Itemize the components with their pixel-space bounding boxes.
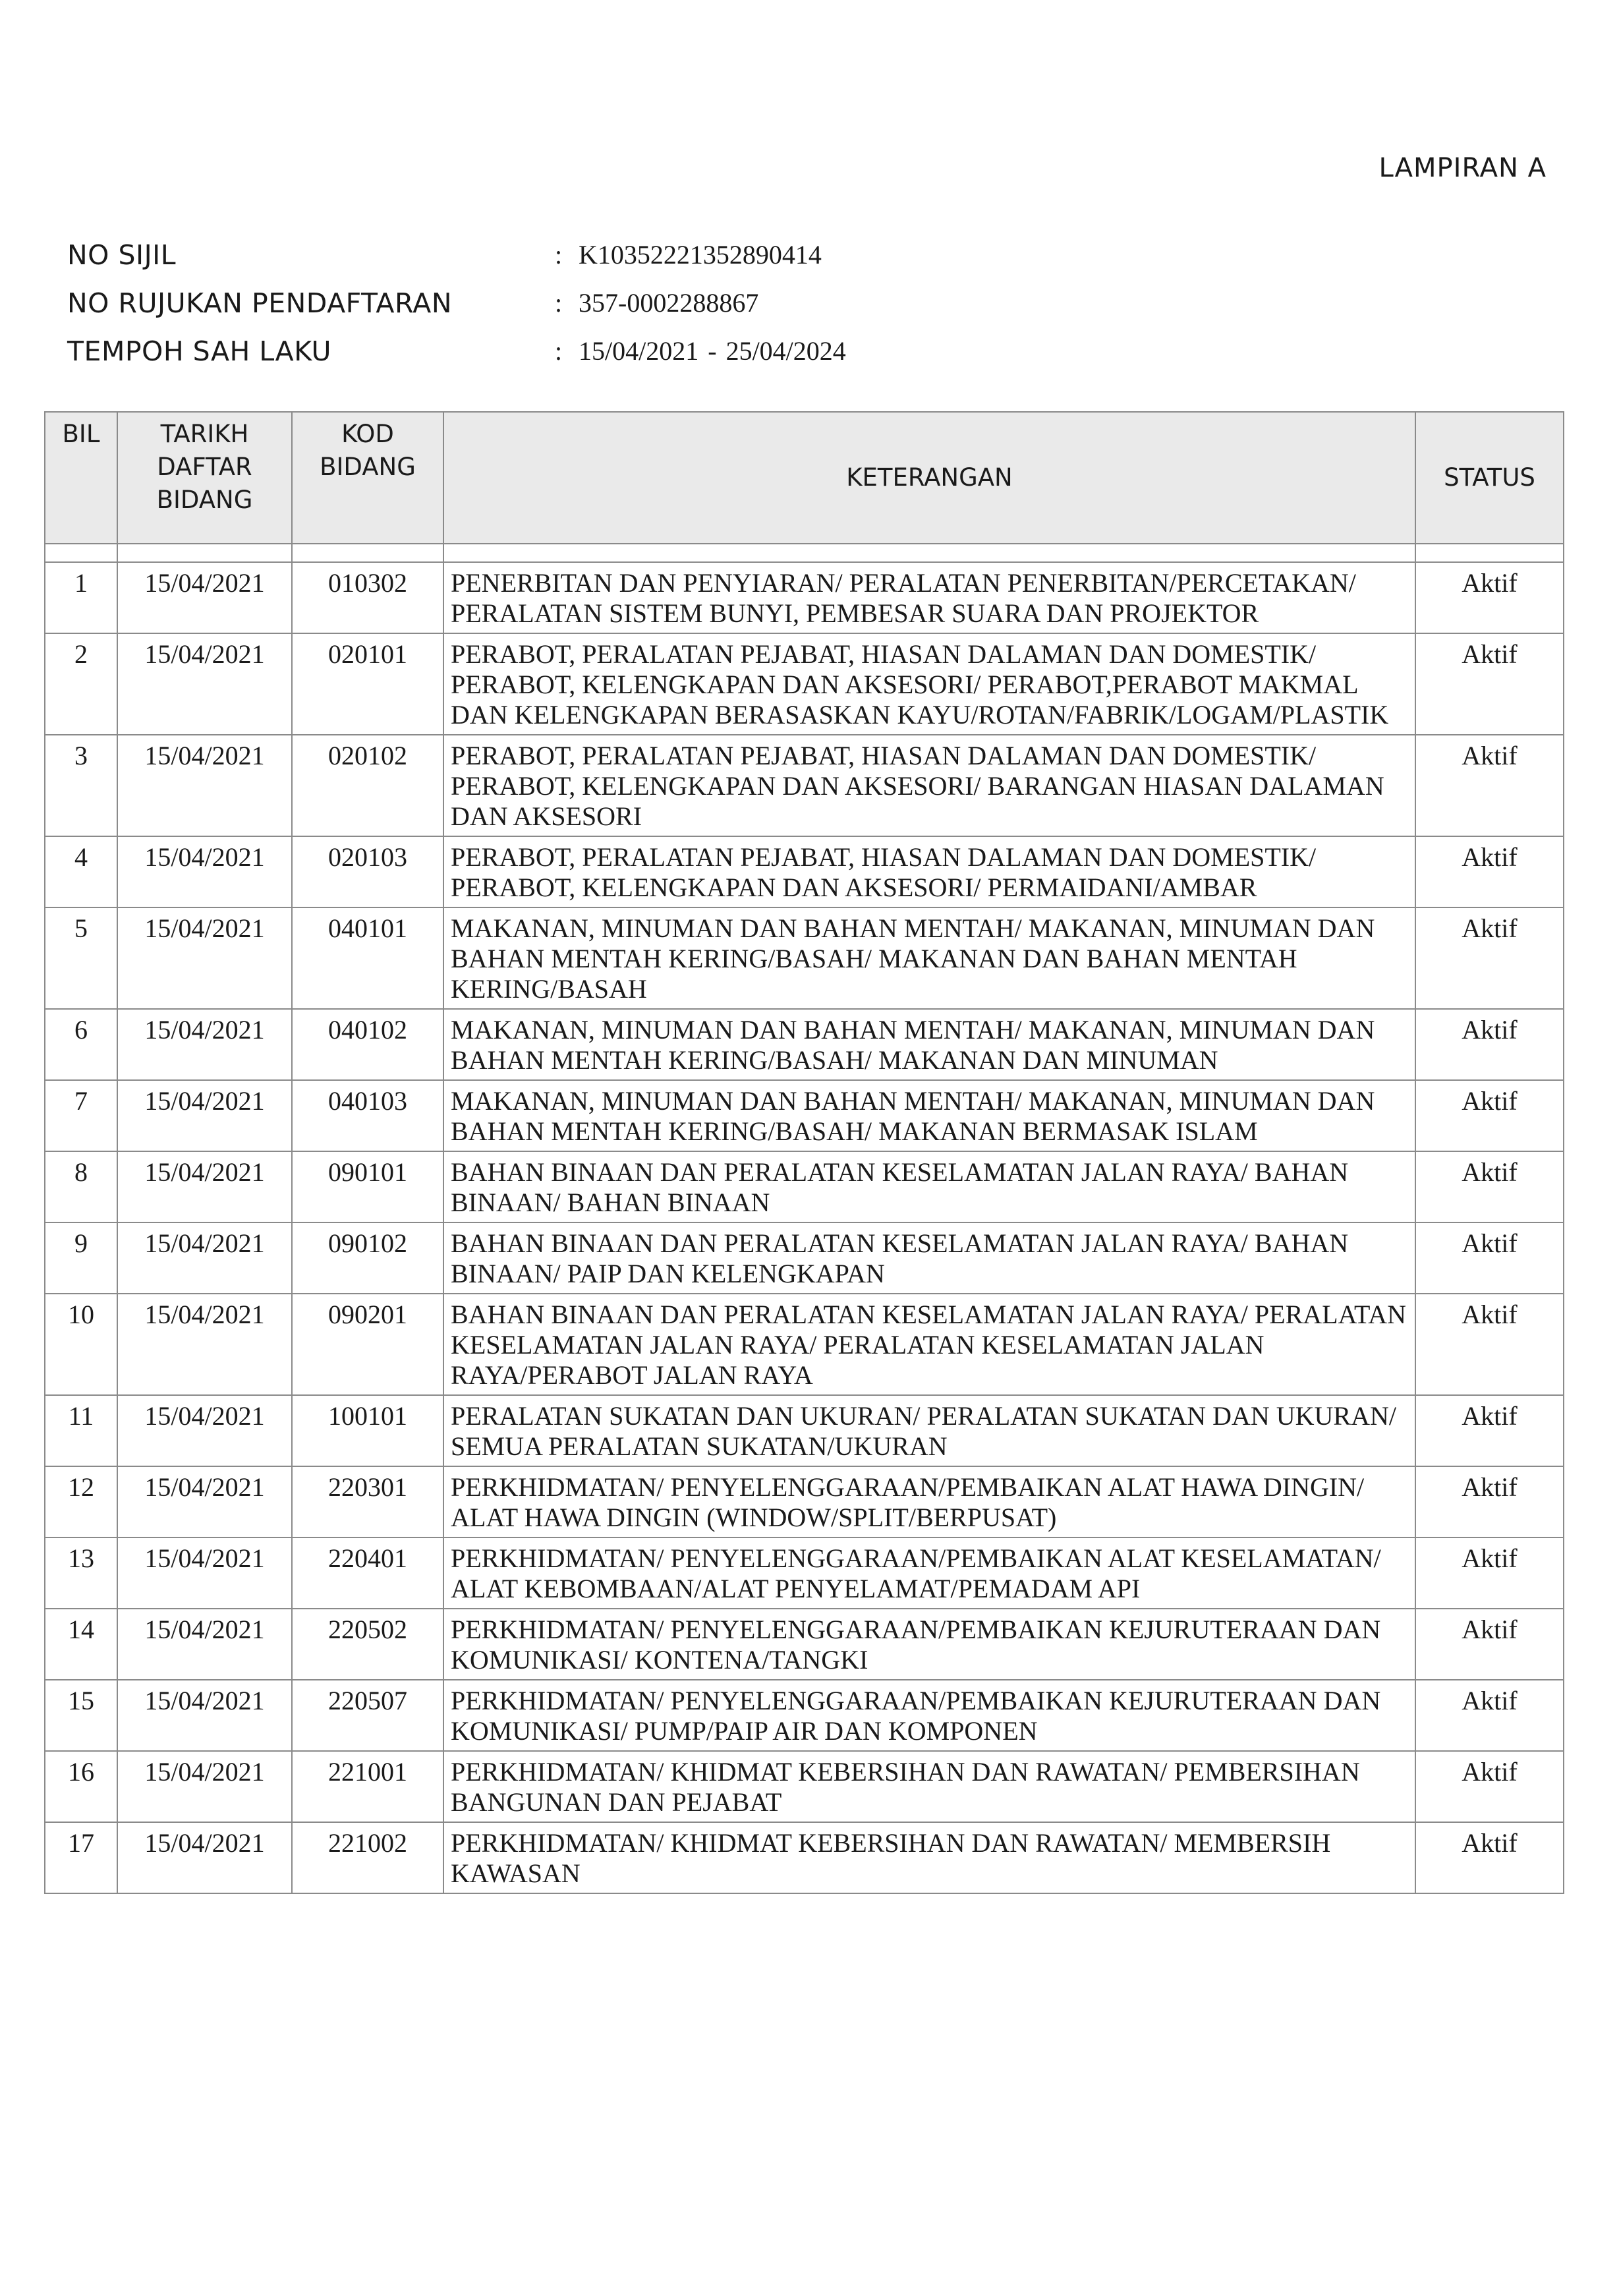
- registration-reference-value: 357-0002288867: [579, 288, 759, 318]
- table-row: [45, 633, 1564, 735]
- date-cell: 15/04/2021: [117, 1466, 292, 1537]
- status-cell: Aktif: [1415, 1009, 1564, 1080]
- date-cell: 15/04/2021: [117, 836, 292, 907]
- bil-cell: 8: [45, 1151, 117, 1222]
- description-cell: PERABOT, PERALATAN PEJABAT, HIASAN DALAMAN DAN DOMESTIK/ PERABOT, KELENGKAPAN DAN AKSESORI/ PERABOT,PERABOT MAKMAL DAN KELENGKAPAN BERASASKAN KAYU/ROTAN/FABRIK/LOGAM/PLASTIK: [443, 633, 1415, 735]
- code-cell: 020102: [292, 735, 443, 836]
- bil-cell: 15: [45, 1680, 117, 1751]
- colon-separator: :: [555, 288, 563, 318]
- description-cell: PERKHIDMATAN/ PENYELENGGARAAN/PEMBAIKAN KEJURUTERAAN DAN KOMUNIKASI/ PUMP/PAIP AIR DAN KOMPONEN: [443, 1680, 1415, 1751]
- bil-cell: 9: [45, 1222, 117, 1294]
- certificate-number-row: [67, 231, 846, 279]
- description-cell: BAHAN BINAAN DAN PERALATAN KESELAMATAN JALAN RAYA/ BAHAN BINAAN/ PAIP DAN KELENGKAPAN: [443, 1222, 1415, 1294]
- column-header-keterangan: KETERANGAN: [443, 412, 1415, 544]
- code-cell: 040101: [292, 907, 443, 1009]
- date-cell: 15/04/2021: [117, 1222, 292, 1294]
- bil-cell: 5: [45, 907, 117, 1009]
- description-cell: BAHAN BINAAN DAN PERALATAN KESELAMATAN JALAN RAYA/ BAHAN BINAAN/ BAHAN BINAAN: [443, 1151, 1415, 1222]
- status-cell: Aktif: [1415, 836, 1564, 907]
- code-cell: 100101: [292, 1395, 443, 1466]
- validity-start-date: 15/04/2021: [579, 336, 699, 366]
- status-cell: Aktif: [1415, 562, 1564, 633]
- table-body: [45, 544, 1564, 1893]
- bil-cell: 10: [45, 1294, 117, 1395]
- code-cell: 090102: [292, 1222, 443, 1294]
- column-header-tarikh: TARIKH DAFTAR BIDANG: [117, 412, 292, 544]
- date-cell: 15/04/2021: [117, 1009, 292, 1080]
- code-cell: 220301: [292, 1466, 443, 1537]
- description-cell: PERABOT, PERALATAN PEJABAT, HIASAN DALAMAN DAN DOMESTIK/ PERABOT, KELENGKAPAN DAN AKSESORI/ BARANGAN HIASAN DALAMAN DAN AKSESORI: [443, 735, 1415, 836]
- bil-cell: 2: [45, 633, 117, 735]
- certificate-details: [67, 231, 846, 375]
- code-cell: 220502: [292, 1609, 443, 1680]
- description-cell: PERKHIDMATAN/ PENYELENGGARAAN/PEMBAIKAN ALAT HAWA DINGIN/ ALAT HAWA DINGIN (WINDOW/SPLIT/BERPUSAT): [443, 1466, 1415, 1537]
- header-spacer-row: [45, 544, 1564, 562]
- date-cell: 15/04/2021: [117, 735, 292, 836]
- table-row: [45, 1395, 1564, 1466]
- validity-period-row: [67, 327, 846, 375]
- code-cell: 040102: [292, 1009, 443, 1080]
- date-cell: 15/04/2021: [117, 1151, 292, 1222]
- table-row: [45, 1294, 1564, 1395]
- description-cell: PERABOT, PERALATAN PEJABAT, HIASAN DALAMAN DAN DOMESTIK/ PERABOT, KELENGKAPAN DAN AKSESORI/ PERMAIDANI/AMBAR: [443, 836, 1415, 907]
- code-cell: 010302: [292, 562, 443, 633]
- validity-end-date: 25/04/2024: [725, 336, 846, 366]
- code-cell: 221002: [292, 1822, 443, 1893]
- bil-cell: 3: [45, 735, 117, 836]
- description-cell: PERALATAN SUKATAN DAN UKURAN/ PERALATAN SUKATAN DAN UKURAN/ SEMUA PERALATAN SUKATAN/UKURAN: [443, 1395, 1415, 1466]
- code-cell: 020103: [292, 836, 443, 907]
- table-row: [45, 1009, 1564, 1080]
- certificate-number-value: K10352221352890414: [579, 240, 822, 270]
- code-cell: 020101: [292, 633, 443, 735]
- code-cell: 090101: [292, 1151, 443, 1222]
- colon-separator: :: [555, 240, 563, 270]
- code-cell: 221001: [292, 1751, 443, 1822]
- table-row: [45, 1751, 1564, 1822]
- status-cell: Aktif: [1415, 1222, 1564, 1294]
- date-cell: 15/04/2021: [117, 1609, 292, 1680]
- description-cell: MAKANAN, MINUMAN DAN BAHAN MENTAH/ MAKANAN, MINUMAN DAN BAHAN MENTAH KERING/BASAH/ MAKANAN DAN BAHAN MENTAH KERING/BASAH: [443, 907, 1415, 1009]
- status-cell: Aktif: [1415, 1395, 1564, 1466]
- table-row: [45, 562, 1564, 633]
- validity-period-label: TEMPOH SAH LAKU: [67, 335, 332, 367]
- appendix-label: LAMPIRAN A: [1378, 153, 1547, 183]
- description-cell: PERKHIDMATAN/ PENYELENGGARAAN/PEMBAIKAN KEJURUTERAAN DAN KOMUNIKASI/ KONTENA/TANGKI: [443, 1609, 1415, 1680]
- column-header-bil: BIL: [45, 412, 117, 544]
- bil-cell: 4: [45, 836, 117, 907]
- table-row: [45, 1080, 1564, 1151]
- code-cell: 220507: [292, 1680, 443, 1751]
- code-cell: 220401: [292, 1537, 443, 1609]
- table-row: [45, 1609, 1564, 1680]
- registered-fields-table: [44, 411, 1564, 1894]
- column-header-status: STATUS: [1415, 412, 1564, 544]
- bil-cell: 11: [45, 1395, 117, 1466]
- certificate-number-label: NO SIJIL: [67, 239, 177, 271]
- date-cell: 15/04/2021: [117, 1751, 292, 1822]
- status-cell: Aktif: [1415, 1294, 1564, 1395]
- date-cell: 15/04/2021: [117, 1395, 292, 1466]
- date-cell: 15/04/2021: [117, 1822, 292, 1893]
- description-cell: BAHAN BINAAN DAN PERALATAN KESELAMATAN JALAN RAYA/ PERALATAN KESELAMATAN JALAN RAYA/ PERALATAN KESELAMATAN JALAN RAYA/PERABOT JALAN RAYA: [443, 1294, 1415, 1395]
- table-header-row: [45, 412, 1564, 544]
- bil-cell: 6: [45, 1009, 117, 1080]
- description-cell: MAKANAN, MINUMAN DAN BAHAN MENTAH/ MAKANAN, MINUMAN DAN BAHAN MENTAH KERING/BASAH/ MAKANAN DAN MINUMAN: [443, 1009, 1415, 1080]
- code-cell: 090201: [292, 1294, 443, 1395]
- table-row: [45, 1680, 1564, 1751]
- description-cell: MAKANAN, MINUMAN DAN BAHAN MENTAH/ MAKANAN, MINUMAN DAN BAHAN MENTAH KERING/BASAH/ MAKANAN BERMASAK ISLAM: [443, 1080, 1415, 1151]
- bil-cell: 17: [45, 1822, 117, 1893]
- date-cell: 15/04/2021: [117, 633, 292, 735]
- table-row: [45, 836, 1564, 907]
- description-cell: PENERBITAN DAN PENYIARAN/ PERALATAN PENERBITAN/PERCETAKAN/ PERALATAN SISTEM BUNYI, PEMBESAR SUARA DAN PROJEKTOR: [443, 562, 1415, 633]
- bil-cell: 13: [45, 1537, 117, 1609]
- table-row: [45, 735, 1564, 836]
- status-cell: Aktif: [1415, 1080, 1564, 1151]
- registration-reference-row: [67, 279, 846, 327]
- bil-cell: 14: [45, 1609, 117, 1680]
- date-cell: 15/04/2021: [117, 562, 292, 633]
- bil-cell: 12: [45, 1466, 117, 1537]
- table-row: [45, 1151, 1564, 1222]
- table-row: [45, 1222, 1564, 1294]
- date-cell: 15/04/2021: [117, 907, 292, 1009]
- status-cell: Aktif: [1415, 907, 1564, 1009]
- table-row: [45, 1466, 1564, 1537]
- registration-reference-label: NO RUJUKAN PENDAFTARAN: [67, 287, 452, 319]
- table-row: [45, 907, 1564, 1009]
- table-row: [45, 1822, 1564, 1893]
- description-cell: PERKHIDMATAN/ PENYELENGGARAAN/PEMBAIKAN ALAT KESELAMATAN/ ALAT KEBOMBAAN/ALAT PENYELAMAT/PEMADAM API: [443, 1537, 1415, 1609]
- status-cell: Aktif: [1415, 1151, 1564, 1222]
- date-cell: 15/04/2021: [117, 1080, 292, 1151]
- validity-period-value: [579, 335, 846, 366]
- date-cell: 15/04/2021: [117, 1680, 292, 1751]
- bil-cell: 16: [45, 1751, 117, 1822]
- table-row: [45, 1537, 1564, 1609]
- code-cell: 040103: [292, 1080, 443, 1151]
- description-cell: PERKHIDMATAN/ KHIDMAT KEBERSIHAN DAN RAWATAN/ PEMBERSIHAN BANGUNAN DAN PEJABAT: [443, 1751, 1415, 1822]
- colon-separator: :: [555, 336, 563, 366]
- status-cell: Aktif: [1415, 735, 1564, 836]
- column-header-kod: KOD BIDANG: [292, 412, 443, 544]
- date-cell: 15/04/2021: [117, 1294, 292, 1395]
- status-cell: Aktif: [1415, 1751, 1564, 1822]
- status-cell: Aktif: [1415, 1537, 1564, 1609]
- status-cell: Aktif: [1415, 633, 1564, 735]
- status-cell: Aktif: [1415, 1680, 1564, 1751]
- validity-range-dash: -: [708, 336, 717, 366]
- description-cell: PERKHIDMATAN/ KHIDMAT KEBERSIHAN DAN RAWATAN/ MEMBERSIH KAWASAN: [443, 1822, 1415, 1893]
- status-cell: Aktif: [1415, 1466, 1564, 1537]
- bil-cell: 7: [45, 1080, 117, 1151]
- status-cell: Aktif: [1415, 1609, 1564, 1680]
- bil-cell: 1: [45, 562, 117, 633]
- date-cell: 15/04/2021: [117, 1537, 292, 1609]
- status-cell: Aktif: [1415, 1822, 1564, 1893]
